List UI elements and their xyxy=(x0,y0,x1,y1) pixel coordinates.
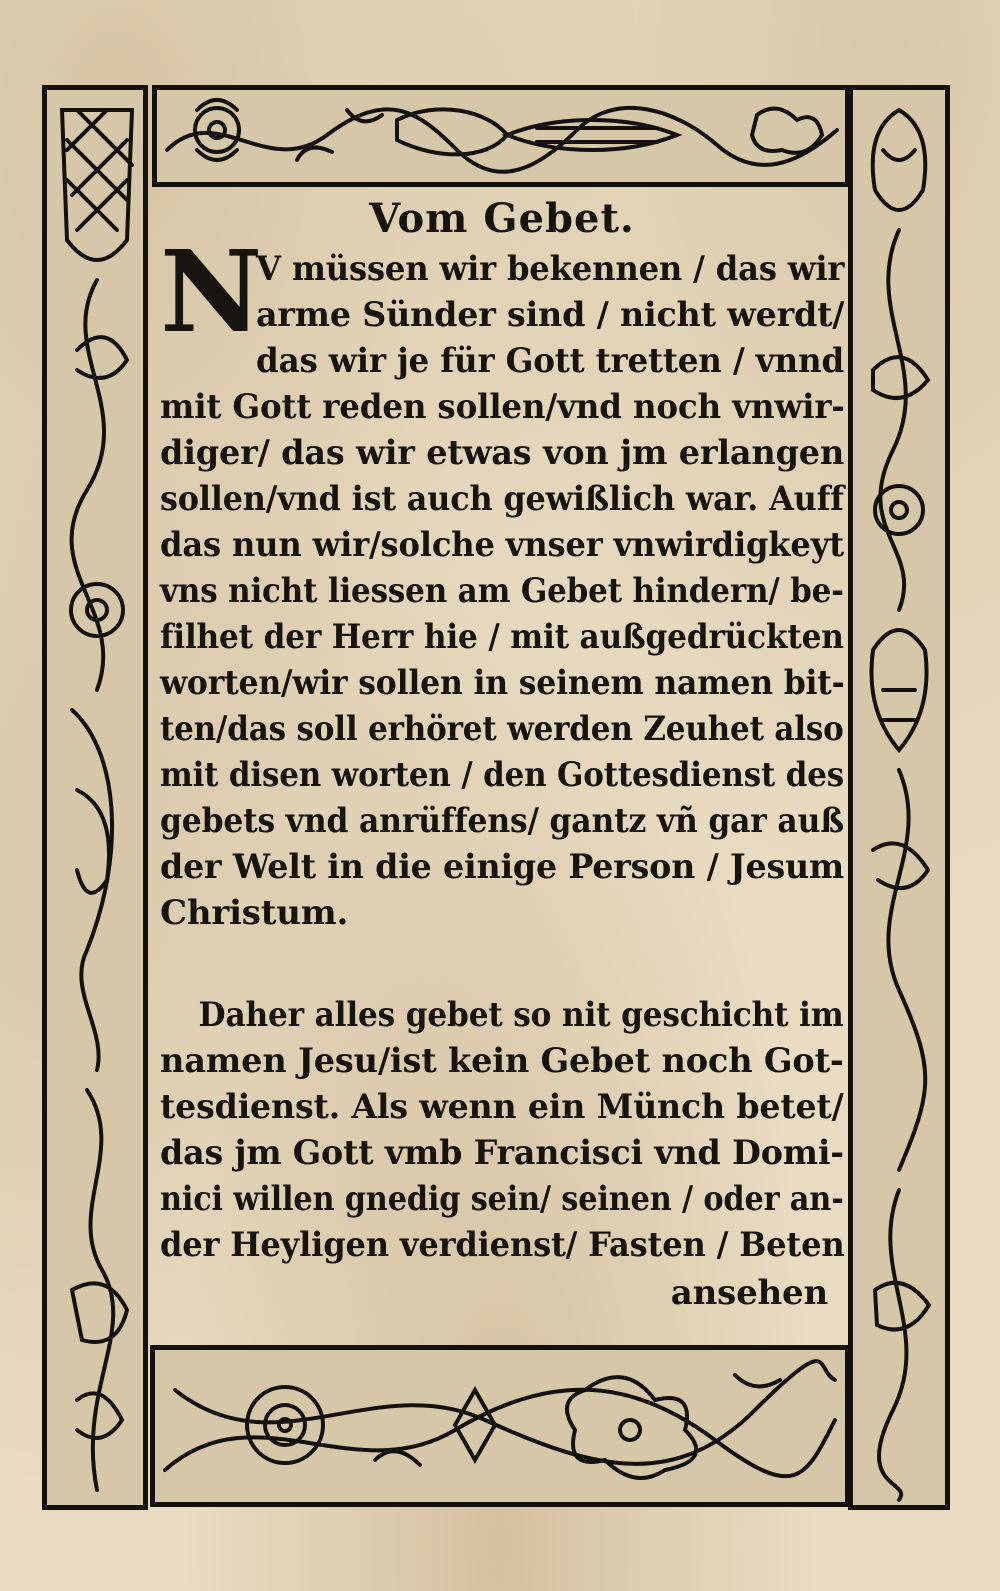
left-ornament-border xyxy=(42,85,148,1510)
drop-cap: N xyxy=(160,227,263,358)
text-line: tesdienst. Als wenn ein Münch betet/ xyxy=(160,1087,844,1127)
text-line: mit Gott reden sollen/vnd noch vnwir- xyxy=(160,387,845,427)
top-ornament-border xyxy=(152,85,850,187)
text-line: filhet der Herr hie / mit außgedrückten xyxy=(160,617,844,657)
text-line: nici willen gnedig sein/ seinen / oder an- xyxy=(160,1179,844,1219)
text-line: das wir je für Gott tretten / vnnd xyxy=(256,341,845,381)
text-line: gebets vnd anrüffens/ gantz vñ gar auß xyxy=(160,801,844,841)
page-title: Vom Gebet. xyxy=(369,195,635,242)
catchword: ansehen xyxy=(670,1273,828,1313)
text-line: arme Sünder sind / nicht werdt/ xyxy=(256,295,845,335)
text-line: das jm Gott vmb Francisci vnd Domi- xyxy=(160,1133,844,1173)
text-line: V müssen wir bekennen / das wir xyxy=(256,249,845,289)
text-line: ten/das soll erhöret werden Zeuhet also xyxy=(160,709,844,749)
text-line: vns nicht liessen am Gebet hindern/ be- xyxy=(160,571,844,611)
text-line: das nun wir/solche vnser vnwirdigkeyt xyxy=(160,525,844,565)
text-line: namen Jesu/ist kein Gebet noch Got- xyxy=(160,1041,844,1081)
text-line: Christum. xyxy=(160,893,349,933)
right-ornament-border xyxy=(848,85,950,1510)
text-line: worten/wir sollen in seinem namen bit- xyxy=(160,663,845,703)
fish-icon xyxy=(853,90,945,1505)
flower-vine-icon xyxy=(157,90,845,182)
text-line: Daher alles gebet so nit geschicht im xyxy=(198,995,844,1035)
grapes-icon xyxy=(47,90,143,1505)
bottom-ornament-border xyxy=(150,1345,850,1507)
text-block xyxy=(160,193,844,1338)
text-line: der Heyligen verdienst/ Fasten / Beten xyxy=(160,1225,845,1265)
text-line: diger/ das wir etwas von jm erlangen xyxy=(160,433,845,473)
text-line: sollen/vnd ist auch gewißlich war. Auff xyxy=(160,479,844,519)
text-line: der Welt in die einige Person / Jesum xyxy=(160,847,845,887)
text-line: mit disen worten / den Gottesdienst des xyxy=(160,755,844,795)
leaf-icon xyxy=(155,1350,845,1502)
